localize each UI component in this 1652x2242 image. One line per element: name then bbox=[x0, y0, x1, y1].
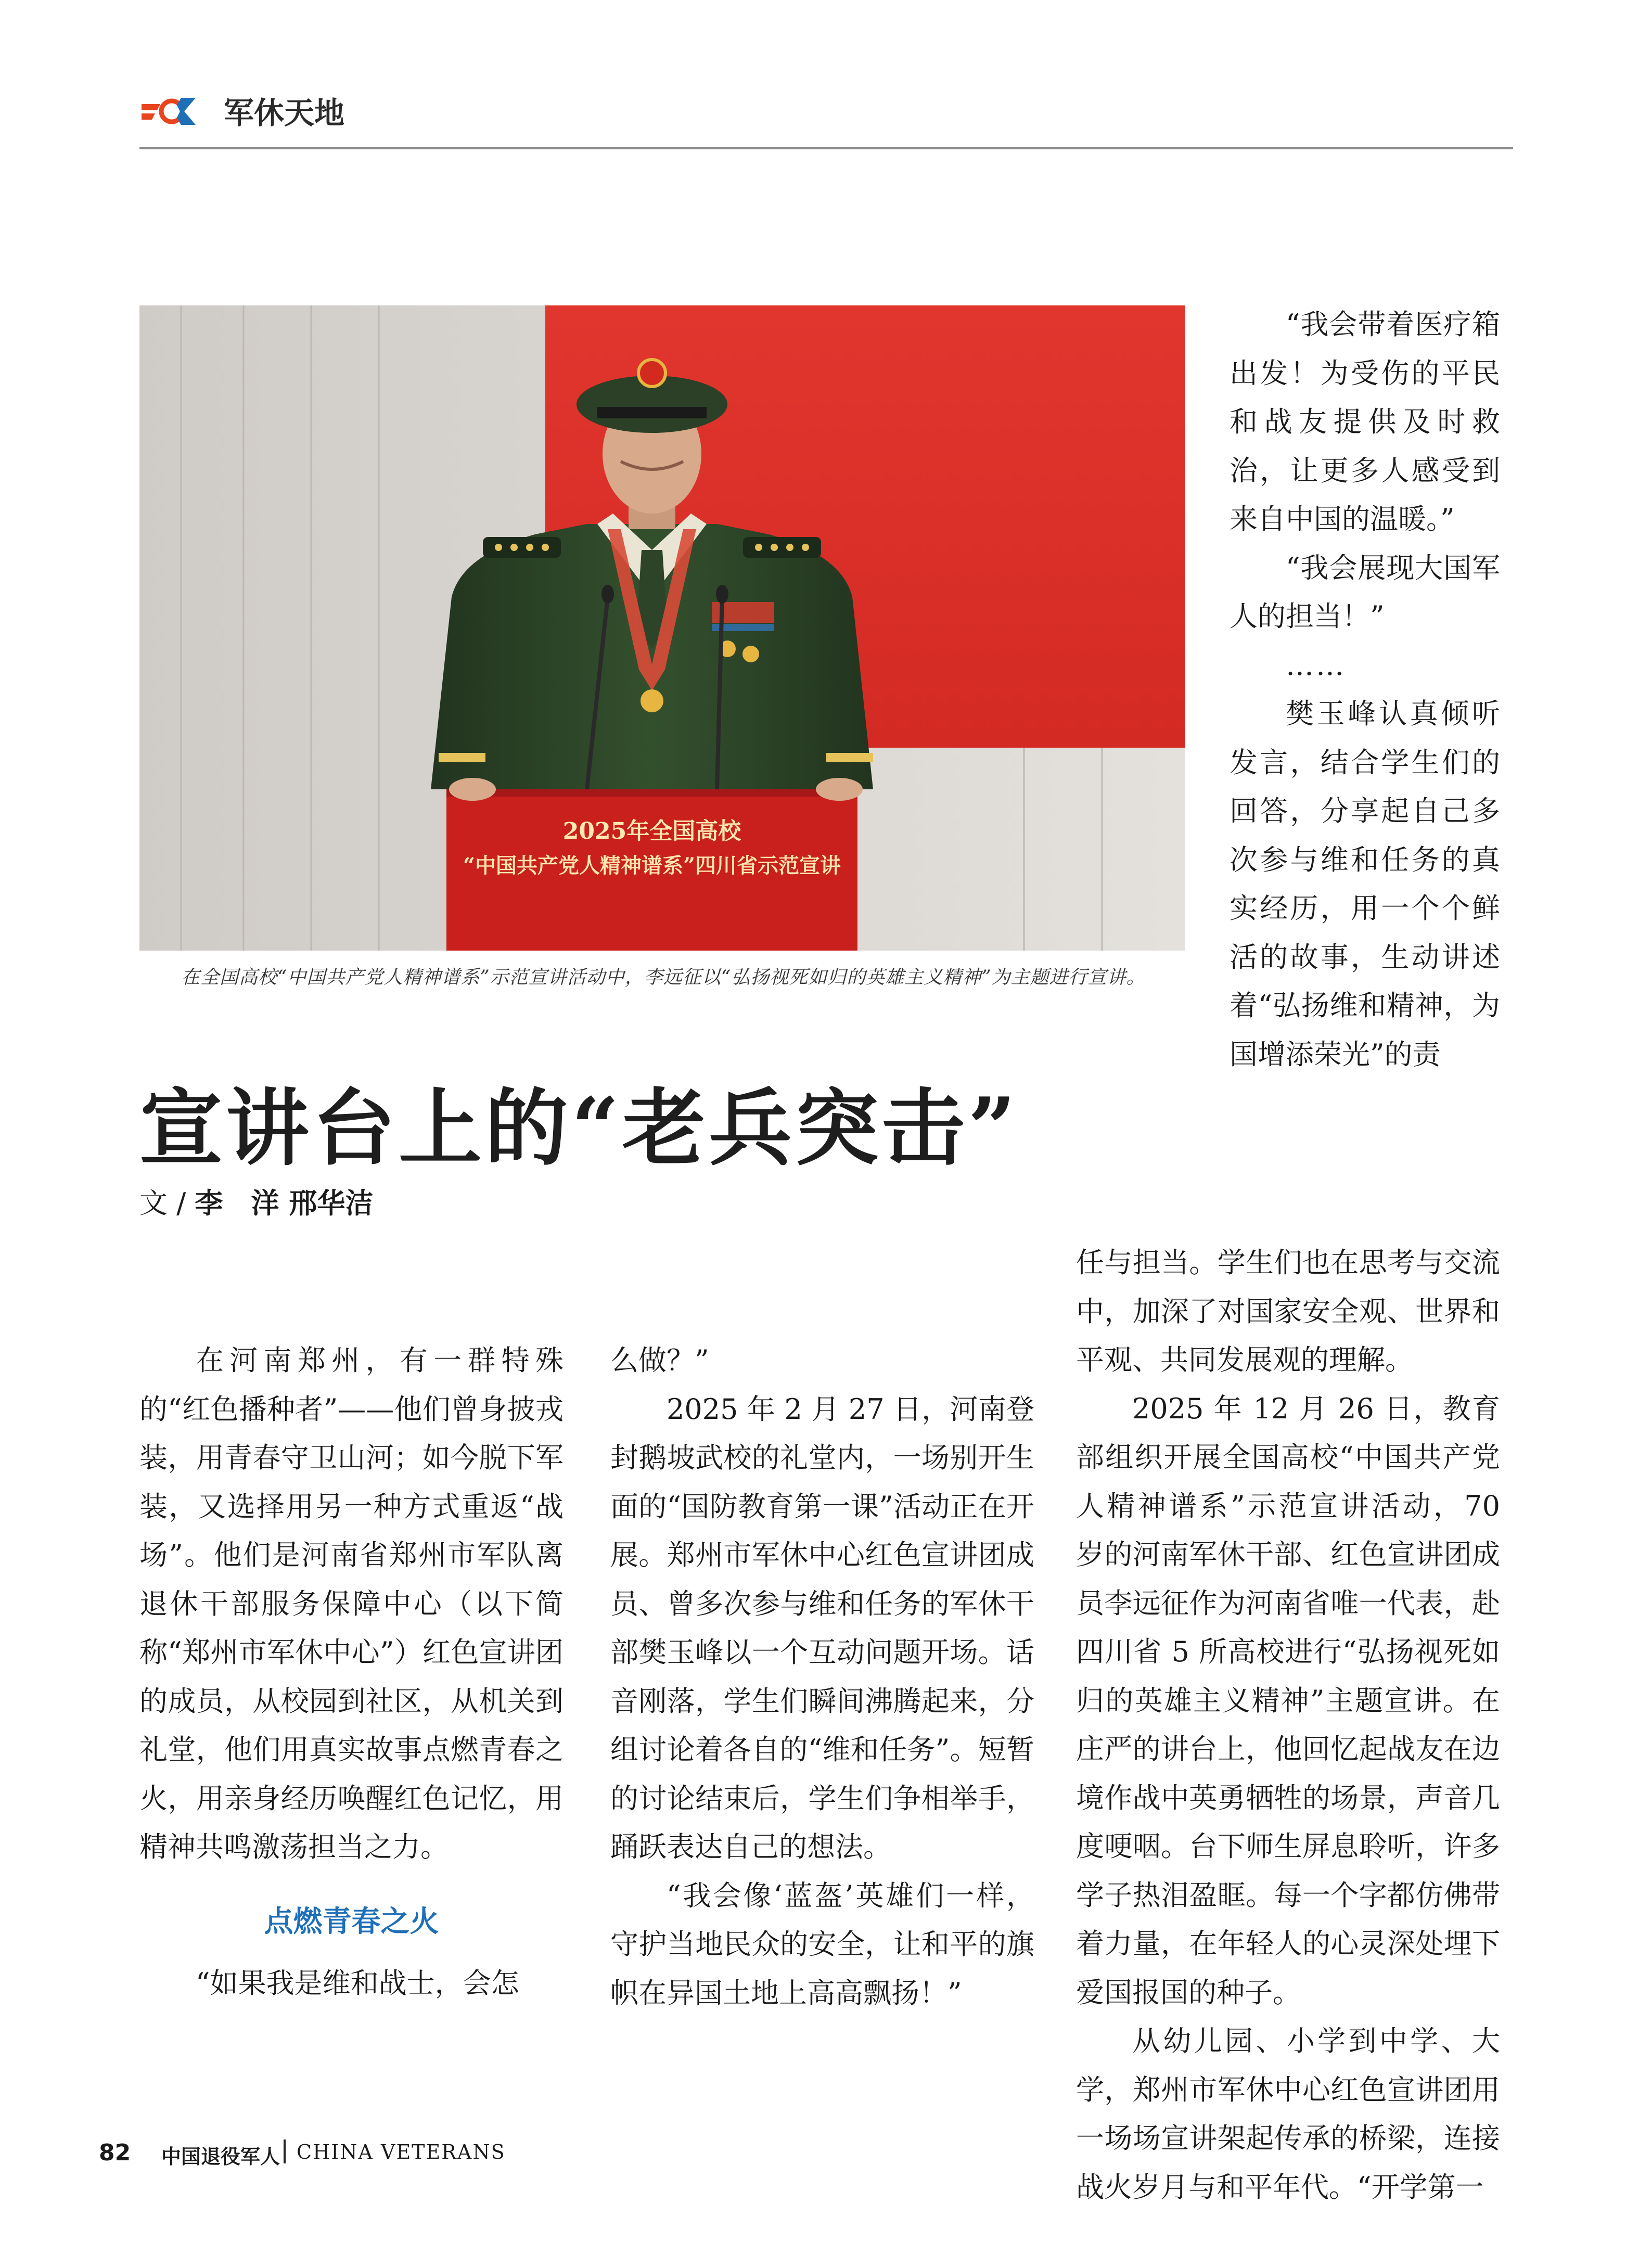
paragraph: “我会带着医疗箱出发！为受伤的平民和战友提供及时救治，让更多人感受到来自中国的温暖。” bbox=[1230, 308, 1500, 535]
paragraph: 樊玉峰认真倾听发言，结合学生们的回答，分享起自己多次参与维和任务的真实经历，用一个个鲜活的故事，生动讲述着“弘扬维和精神，为国增添荣光”的责 bbox=[1230, 697, 1500, 1071]
article-photo bbox=[139, 305, 1185, 951]
article-title: 宣讲台上的“老兵突击” bbox=[139, 1079, 1019, 1177]
photo-caption: 在全国高校“中国共产党人精神谱系”示范宣讲活动中，李远征以“弘扬视死如归的英雄主义精神”为主题进行宣讲。 bbox=[181, 967, 1146, 988]
page-number: 82 bbox=[99, 2139, 131, 2166]
header-divider bbox=[139, 147, 1513, 149]
paragraph: 从幼儿园、小学到中学、大学，郑州市军休中心红色宣讲团用一场场宣讲架起传承的桥梁，连接战火岁月与和平年代。“开学第一 bbox=[1076, 2025, 1500, 2203]
ellipsis-paragraph: …… bbox=[1286, 648, 1346, 682]
byline bbox=[139, 1181, 373, 1221]
section-logo-icon bbox=[139, 93, 198, 129]
paragraph: “我会像‘蓝盔’英雄们一样，守护当地民众的安全，让和平的旗帜在异国土地上高高飘扬！” bbox=[610, 1879, 1034, 2009]
podium-banner-line2: “中国共产党人精神谱系”四川省示范宣讲 bbox=[463, 853, 841, 878]
text-column-3 bbox=[1076, 1238, 1500, 2211]
footer-separator bbox=[284, 2139, 286, 2163]
paragraph-continuation: 么做？” bbox=[610, 1344, 709, 1377]
text-column-1 bbox=[139, 1336, 564, 2008]
paragraph-continuation: 任与担当。学生们也在思考与交流中，加深了对国家安全观、世界和平观、共同发展观的理解。 bbox=[1076, 1246, 1500, 1376]
podium-banner-line1: 2025年全国高校 bbox=[562, 818, 741, 844]
magazine-name-en: CHINA VETERANS bbox=[297, 2141, 506, 2163]
text-column-right-top bbox=[1230, 300, 1500, 1079]
byline-prefix: 文 / bbox=[139, 1187, 195, 1220]
paragraph: 在河南郑州，有一群特殊的“红色播种者”——他们曾身披戎装，用青春守卫山河；如今脱下军装，又选择用另一种方式重返“战场”。他们是河南省郑州市军队离退休干部服务保障中心（以下简称“郑州市军休中心”）红色宣讲团的成员，从校园到社区，从机关到礼堂，他们用真实故事点燃青春之火，用亲身经历唤醒红色记忆，用精神共鸣激荡担当之力。 bbox=[139, 1344, 564, 1863]
section-subheading: 点燃青春之火 bbox=[264, 1904, 439, 1939]
paragraph: “如果我是维和战士，会怎 bbox=[196, 1967, 519, 2000]
section-title: 军休天地 bbox=[224, 95, 345, 131]
paragraph: 2025 年 12 月 26 日，教育部组织开展全国高校“中国共产党人精神谱系”示范宣讲活动，70 岁的河南军休干部、红色宣讲团成员李远征作为河南省唯一代表，赴四川省 5 所高校进行“弘扬视死如归的英雄主义精神”主题宣讲。在庄严的讲台上，他回忆起战友在边境作战中英勇牺牲的场景，声音几度哽咽。台下师生屏息聆听，许多学子热泪盈眶。每一个字都仿佛带着力量，在年轻人的心灵深处埋下爱国报国的种子。 bbox=[1076, 1392, 1500, 2009]
byline-authors: 李 洋 邢华洁 bbox=[195, 1187, 374, 1220]
text-column-2 bbox=[610, 1336, 1034, 2017]
paragraph: 2025 年 2 月 27 日，河南登封鹅坡武校的礼堂内，一场别开生面的“国防教育第一课”活动正在开展。郑州市军休中心红色宣讲团成员、曾多次参与维和任务的军休干部樊玉峰以一个互动问题开场。话音刚落，学生们瞬间沸腾起来，分组讨论着各自的“维和任务”。短暂的讨论结束后，学生们争相举手，踊跃表达自己的想法。 bbox=[610, 1392, 1034, 1863]
magazine-name-cn: 中国退役军人 bbox=[161, 2145, 280, 2168]
paragraph: “我会展现大国军人的担当！” bbox=[1230, 551, 1500, 633]
